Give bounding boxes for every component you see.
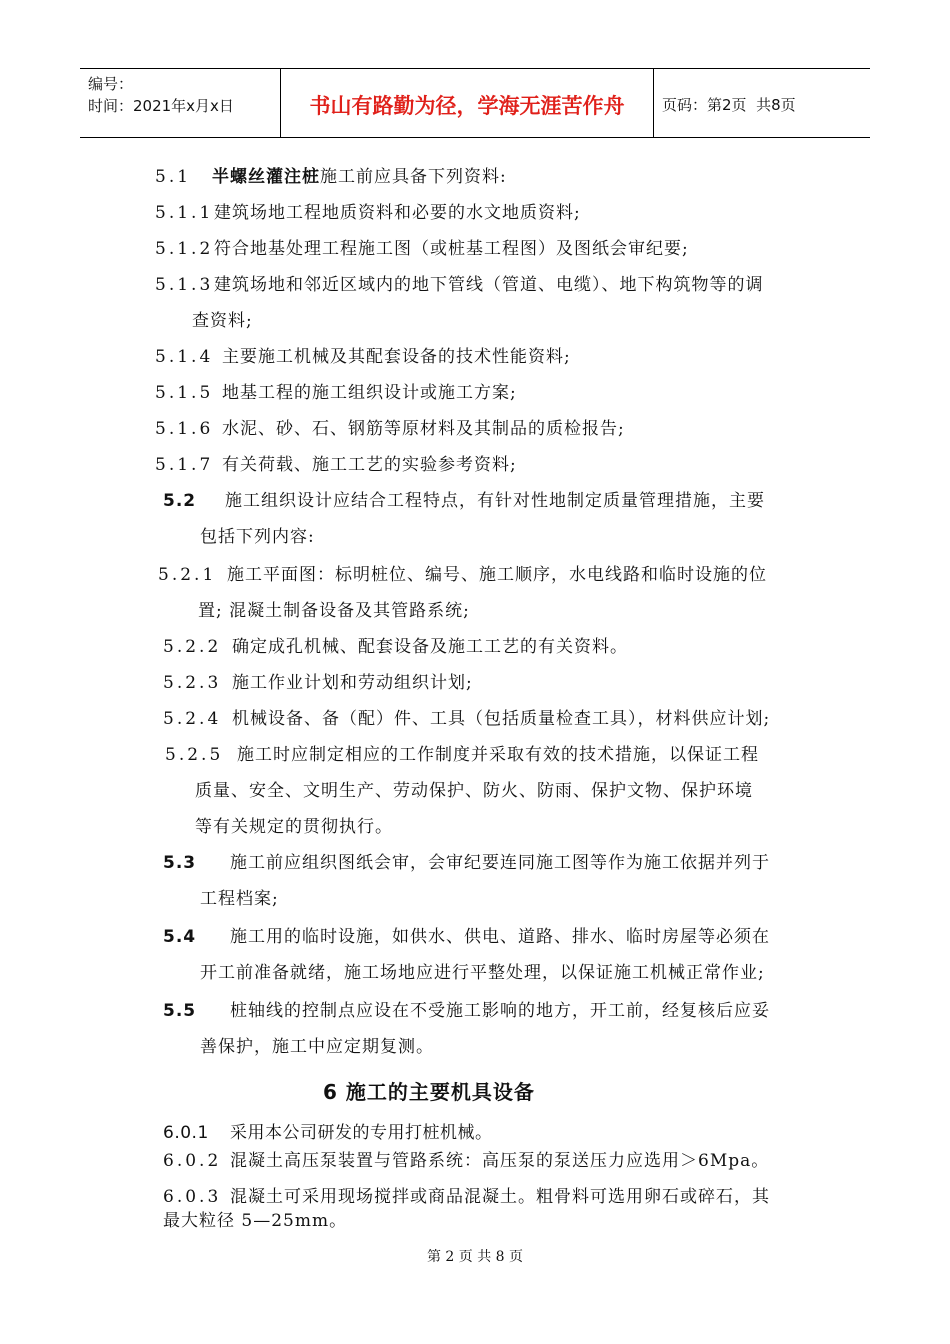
item-number: 6.0.1 [163, 1123, 209, 1143]
item-text: 确定成孔机械、配套设备及施工工艺的有关资料。 [232, 637, 628, 657]
item-text: 混凝土高压泵装置与管路系统：高压泵的泵送压力应选用＞6Mpa。 [230, 1151, 770, 1171]
page-footer: 第 2 页 共 8 页 [426, 1249, 524, 1265]
item-text: 施工组织设计应结合工程特点，有针对性地制定质量管理措施，主要 [225, 491, 765, 511]
item-text: 建筑场地工程地质资料和必要的水文地质资料; [214, 203, 581, 223]
item-number: 5.1.1 [155, 203, 214, 223]
item-number: 6.0.2 [163, 1151, 222, 1171]
item-6-0-2 [163, 1146, 769, 1171]
item-number: 5.2.4 [163, 709, 222, 729]
item-5-2-5-cont2: 等有关规定的贯彻执行。 [195, 817, 393, 837]
item-text: 地基工程的施工组织设计或施工方案; [222, 383, 517, 403]
page-header [80, 68, 870, 138]
item-text: 建筑场地和邻近区域内的地下管线（管道、电缆）、地下构筑物等的调 [214, 275, 764, 295]
item-6-0-3-cont: 最大粒径 5—25mm。 [163, 1211, 348, 1231]
item-5-1-5 [155, 378, 517, 403]
item-5-1-4 [155, 342, 571, 367]
code-label: 编号： [88, 75, 134, 93]
item-bold-term: 半螺丝灌注桩 [212, 167, 320, 187]
item-number: 5.1.3 [155, 275, 214, 295]
item-5-1-7 [155, 450, 517, 475]
item-5-1-6 [155, 414, 625, 439]
item-5-4 [163, 922, 770, 947]
item-text: 符合地基处理工程施工图（或桩基工程图）及图纸会审纪要; [214, 239, 689, 259]
item-number: 5.1.6 [155, 419, 214, 439]
item-text: 有关荷载、施工工艺的实验参考资料; [222, 455, 517, 475]
item-number: 5.4 [163, 927, 197, 947]
item-text: 桩轴线的控制点应设在不受施工影响的地方，开工前，经复核后应妥 [230, 1001, 770, 1021]
page-label: 页码：第2页 共8页 [662, 95, 796, 114]
header-meta [80, 69, 281, 137]
item-text: 施工前应组织图纸会审，会审纪要连同施工图等作为施工依据并列于 [230, 853, 770, 873]
item-5-5 [163, 996, 770, 1021]
item-number: 5.2.3 [163, 673, 222, 693]
item-5-4-cont: 开工前准备就绪，施工场地应进行平整处理，以保证施工机械正常作业; [200, 963, 765, 983]
item-5-1 [155, 162, 507, 187]
item-number: 5.2.2 [163, 637, 222, 657]
item-5-2-4 [163, 704, 770, 729]
item-5-1-1 [155, 198, 581, 223]
item-5-2 [163, 486, 765, 511]
item-number: 5.1.5 [155, 383, 214, 403]
item-5-1-2 [155, 234, 689, 259]
item-text: 采用本公司研发的专用打桩机械。 [230, 1123, 493, 1143]
item-5-5-cont: 善保护，施工中应定期复测。 [200, 1037, 434, 1057]
item-5-2-1 [158, 560, 767, 585]
header-page [654, 69, 870, 137]
item-number: 5.1.2 [155, 239, 214, 259]
header-motto: 书山有路勤为径，学海无涯苦作舟 [281, 69, 654, 137]
item-text: 施工作业计划和劳动组织计划; [232, 673, 473, 693]
date-label: 时间：2021年x月x日 [88, 97, 234, 115]
item-text: 施工时应制定相应的工作制度并采取有效的技术措施，以保证工程 [237, 745, 759, 765]
item-text: 施工用的临时设施，如供水、供电、道路、排水、临时房屋等必须在 [230, 927, 770, 947]
item-5-2-5 [165, 740, 759, 765]
item-5-2-5-cont: 质量、安全、文明生产、劳动保护、防火、防雨、保护文物、保护环境 [195, 781, 753, 801]
item-number: 5.1 [155, 167, 192, 187]
item-text: 水泥、砂、石、钢筋等原材料及其制品的质检报告; [222, 419, 625, 439]
item-5-2-3 [163, 668, 473, 693]
item-5-3 [163, 848, 770, 873]
item-5-1-3 [155, 270, 764, 295]
item-number: 5.2.1 [158, 565, 217, 585]
item-text: 主要施工机械及其配套设备的技术性能资料; [222, 347, 571, 367]
item-5-2-2 [163, 632, 628, 657]
item-text: 施工平面图：标明桩位、编号、施工顺序，水电线路和临时设施的位 [227, 565, 767, 585]
item-number: 5.5 [163, 1001, 197, 1021]
item-number: 6.0.3 [163, 1187, 222, 1207]
item-number: 5.1.7 [155, 455, 214, 475]
item-number: 5.2.5 [165, 745, 224, 765]
item-5-1-3-cont: 查资料; [192, 311, 253, 331]
item-text: 混凝土可采用现场搅拌或商品混凝土。粗骨料可选用卵石或碎石，其 [230, 1187, 770, 1207]
item-5-2-cont: 包括下列内容: [200, 527, 315, 547]
item-number: 5.1.4 [155, 347, 214, 367]
item-text: 机械设备、备（配）件、工具（包括质量检查工具），材料供应计划; [232, 709, 771, 729]
item-text: 施工前应具备下列资料: [320, 167, 507, 187]
item-number: 5.2 [163, 491, 197, 511]
item-5-2-1-cont: 置; 混凝土制备设备及其管路系统; [198, 601, 470, 621]
item-number: 5.3 [163, 853, 197, 873]
item-6-0-1 [163, 1118, 493, 1143]
item-6-0-3 [163, 1182, 770, 1207]
section-6-heading: 6 施工的主要机具设备 [323, 1080, 535, 1104]
item-5-3-cont: 工程档案; [200, 889, 279, 909]
